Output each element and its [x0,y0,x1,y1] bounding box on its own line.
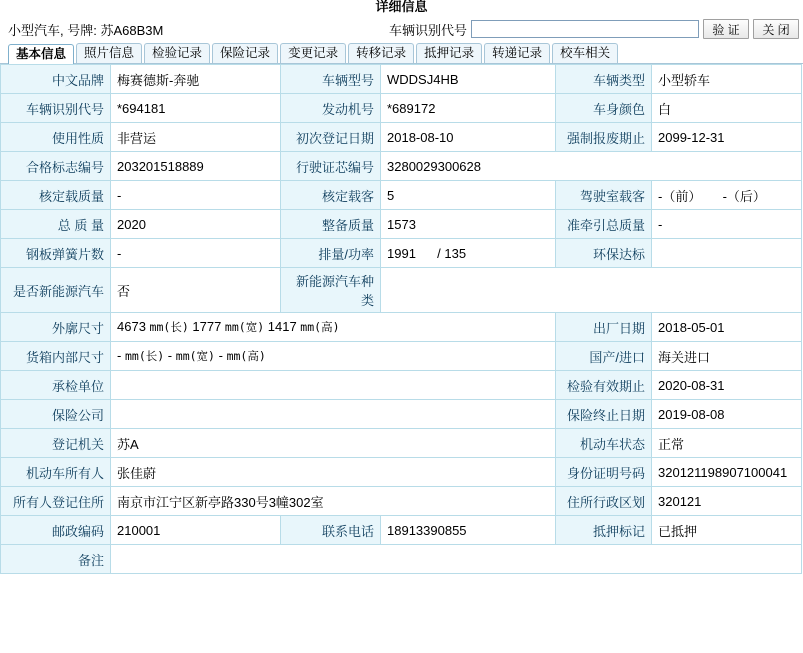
table-row [1,210,802,239]
inspection-org-value [111,371,556,400]
tab-photo-info[interactable]: 照片信息 [76,43,142,63]
inspection-org-label: 承检单位 [1,371,111,400]
tow-mass-value: - [652,210,802,239]
id-number-value: 320121198907100041 [652,458,802,487]
close-button[interactable]: 关 闭 [753,19,799,39]
table-row [1,239,802,268]
license-chip-label: 行驶证芯编号 [281,152,381,181]
scrap-deadline-value: 2099-12-31 [652,123,802,152]
scrap-deadline-label: 强制报废期止 [556,123,652,152]
curb-mass-label: 整备质量 [281,210,381,239]
table-row [1,458,802,487]
vin-search-input[interactable] [471,20,699,38]
inspection-valid-value: 2020-08-31 [652,371,802,400]
displacement-power-value [381,239,556,268]
postcode-value: 210001 [111,516,281,545]
address-label: 所有人登记住所 [1,487,111,516]
mortgage-label: 抵押标记 [556,516,652,545]
table-row [1,487,802,516]
license-chip-value: 3280029300628 [381,152,802,181]
district-code-value: 320121 [652,487,802,516]
model-value: WDDSJ4HB [381,65,556,94]
cargo-height: - [218,348,223,363]
emission-standard-value [652,239,802,268]
insurance-company-value [111,400,556,429]
tab-inspection-records[interactable]: 检验记录 [144,43,210,63]
cab-seats-front: -（前） [658,188,702,204]
dimension-height-unit: mm(高) [300,320,340,334]
dimension-width-unit: mm(宽) [224,320,265,334]
verify-button[interactable]: 验 证 [703,19,749,39]
vehicle-status-value: 正常 [652,429,802,458]
curb-mass-value: 1573 [381,210,556,239]
table-row [1,152,802,181]
vehicle-summary-label: 小型汽车, 号牌: 苏A68B3M [8,22,164,38]
engine-label: 发动机号 [281,94,381,123]
gross-mass-value: 2020 [111,210,281,239]
owner-label: 机动车所有人 [1,458,111,487]
displacement-power-label: 排量/功率 [281,239,381,268]
owner-value: 张佳蔚 [111,458,556,487]
cargo-dimension-label: 货箱内部尺寸 [1,342,111,371]
table-row [1,313,802,342]
rated-load-label: 核定载质量 [1,181,111,210]
table-row [1,545,802,574]
table-row [1,429,802,458]
district-code-label: 住所行政区划 [556,487,652,516]
brand-cn-label: 中文品牌 [1,65,111,94]
dimension-value [111,313,556,342]
cargo-height-unit: mm(高) [226,349,266,363]
remark-label: 备注 [1,545,111,574]
mortgage-value: 已抵押 [652,516,802,545]
table-row [1,181,802,210]
first-registration-value: 2018-08-10 [381,123,556,152]
color-value: 白 [652,94,802,123]
cargo-length: - [117,348,122,363]
factory-date-label: 出厂日期 [556,313,652,342]
displacement-value: 1991 [387,245,416,261]
phone-label: 联系电话 [281,516,381,545]
vehicle-info-table [0,64,802,574]
table-row [1,123,802,152]
id-number-label: 身份证明号码 [556,458,652,487]
power-value: / 135 [437,245,467,261]
vehicle-type-value: 小型轿车 [652,65,802,94]
registration-org-label: 登记机关 [1,429,111,458]
table-row [1,371,802,400]
insurance-end-value: 2019-08-08 [652,400,802,429]
new-energy-type-label: 新能源汽车种类 [281,268,381,313]
certificate-no-value: 203201518889 [111,152,281,181]
rated-load-value: - [111,181,281,210]
tab-insurance-records[interactable]: 保险记录 [212,43,278,63]
model-label: 车辆型号 [281,65,381,94]
table-row [1,94,802,123]
new-energy-label: 是否新能源汽车 [1,268,111,313]
postcode-label: 邮政编码 [1,516,111,545]
color-label: 车身颜色 [556,94,652,123]
vehicle-status-label: 机动车状态 [556,429,652,458]
tab-delivery-records[interactable]: 转递记录 [484,43,550,63]
registration-org-value: 苏A [111,429,556,458]
cab-seats-value [652,181,802,210]
tab-bar [0,42,803,64]
tab-mortgage-records[interactable]: 抵押记录 [416,43,482,63]
vehicle-type-label: 车辆类型 [556,65,652,94]
table-row [1,400,802,429]
cargo-width: - [167,348,173,363]
table-row [1,516,802,545]
tow-mass-label: 准牵引总质量 [556,210,652,239]
dimension-length: 4673 [117,319,146,334]
new-energy-type-value [381,268,802,313]
cab-seats-rear: -（后） [722,188,766,204]
insurance-end-label: 保险终止日期 [556,400,652,429]
tab-change-records[interactable]: 变更记录 [280,43,346,63]
tab-basic-info[interactable]: 基本信息 [8,44,74,64]
new-energy-value: 否 [111,268,281,313]
dimension-height: 1417 [267,319,297,334]
window-title: 详细信息 [375,0,428,14]
tab-school-bus[interactable]: 校车相关 [552,43,618,63]
brand-cn-value: 梅赛德斯-奔驰 [111,65,281,94]
dimension-label: 外廓尺寸 [1,313,111,342]
table-row [1,342,802,371]
cab-seats-label: 驾驶室载客 [556,181,652,210]
tab-transfer-records[interactable]: 转移记录 [348,43,414,63]
rated-seats-label: 核定载客 [281,181,381,210]
search-bar [0,16,803,42]
gross-mass-label: 总 质 量 [1,210,111,239]
inspection-valid-label: 检验有效期止 [556,371,652,400]
rated-seats-value: 5 [381,181,556,210]
engine-value: *689172 [381,94,556,123]
address-value: 南京市江宁区新亭路330号3幢302室 [111,487,556,516]
table-row [1,65,802,94]
cargo-width-unit: mm(宽) [175,349,215,363]
insurance-company-label: 保险公司 [1,400,111,429]
first-registration-label: 初次登记日期 [281,123,381,152]
phone-value: 18913390855 [381,516,556,545]
table-row [1,268,802,313]
vin-value: *694181 [111,94,281,123]
use-nature-label: 使用性质 [1,123,111,152]
use-nature-value: 非营运 [111,123,281,152]
dimension-width: 1777 [192,319,222,334]
vin-label: 车辆识别代号 [1,94,111,123]
origin-value: 海关进口 [652,342,802,371]
certificate-no-label: 合格标志编号 [1,152,111,181]
origin-label: 国产/进口 [556,342,652,371]
leaf-spring-label: 钢板弹簧片数 [1,239,111,268]
factory-date-value: 2018-05-01 [652,313,802,342]
remark-value [111,545,802,574]
cargo-dimension-value [111,342,556,371]
vin-search-label: 车辆识别代号 [388,22,467,38]
leaf-spring-value: - [111,239,281,268]
dimension-length-unit: mm(长) [149,320,189,334]
cargo-length-unit: mm(长) [124,349,165,363]
emission-standard-label: 环保达标 [556,239,652,268]
